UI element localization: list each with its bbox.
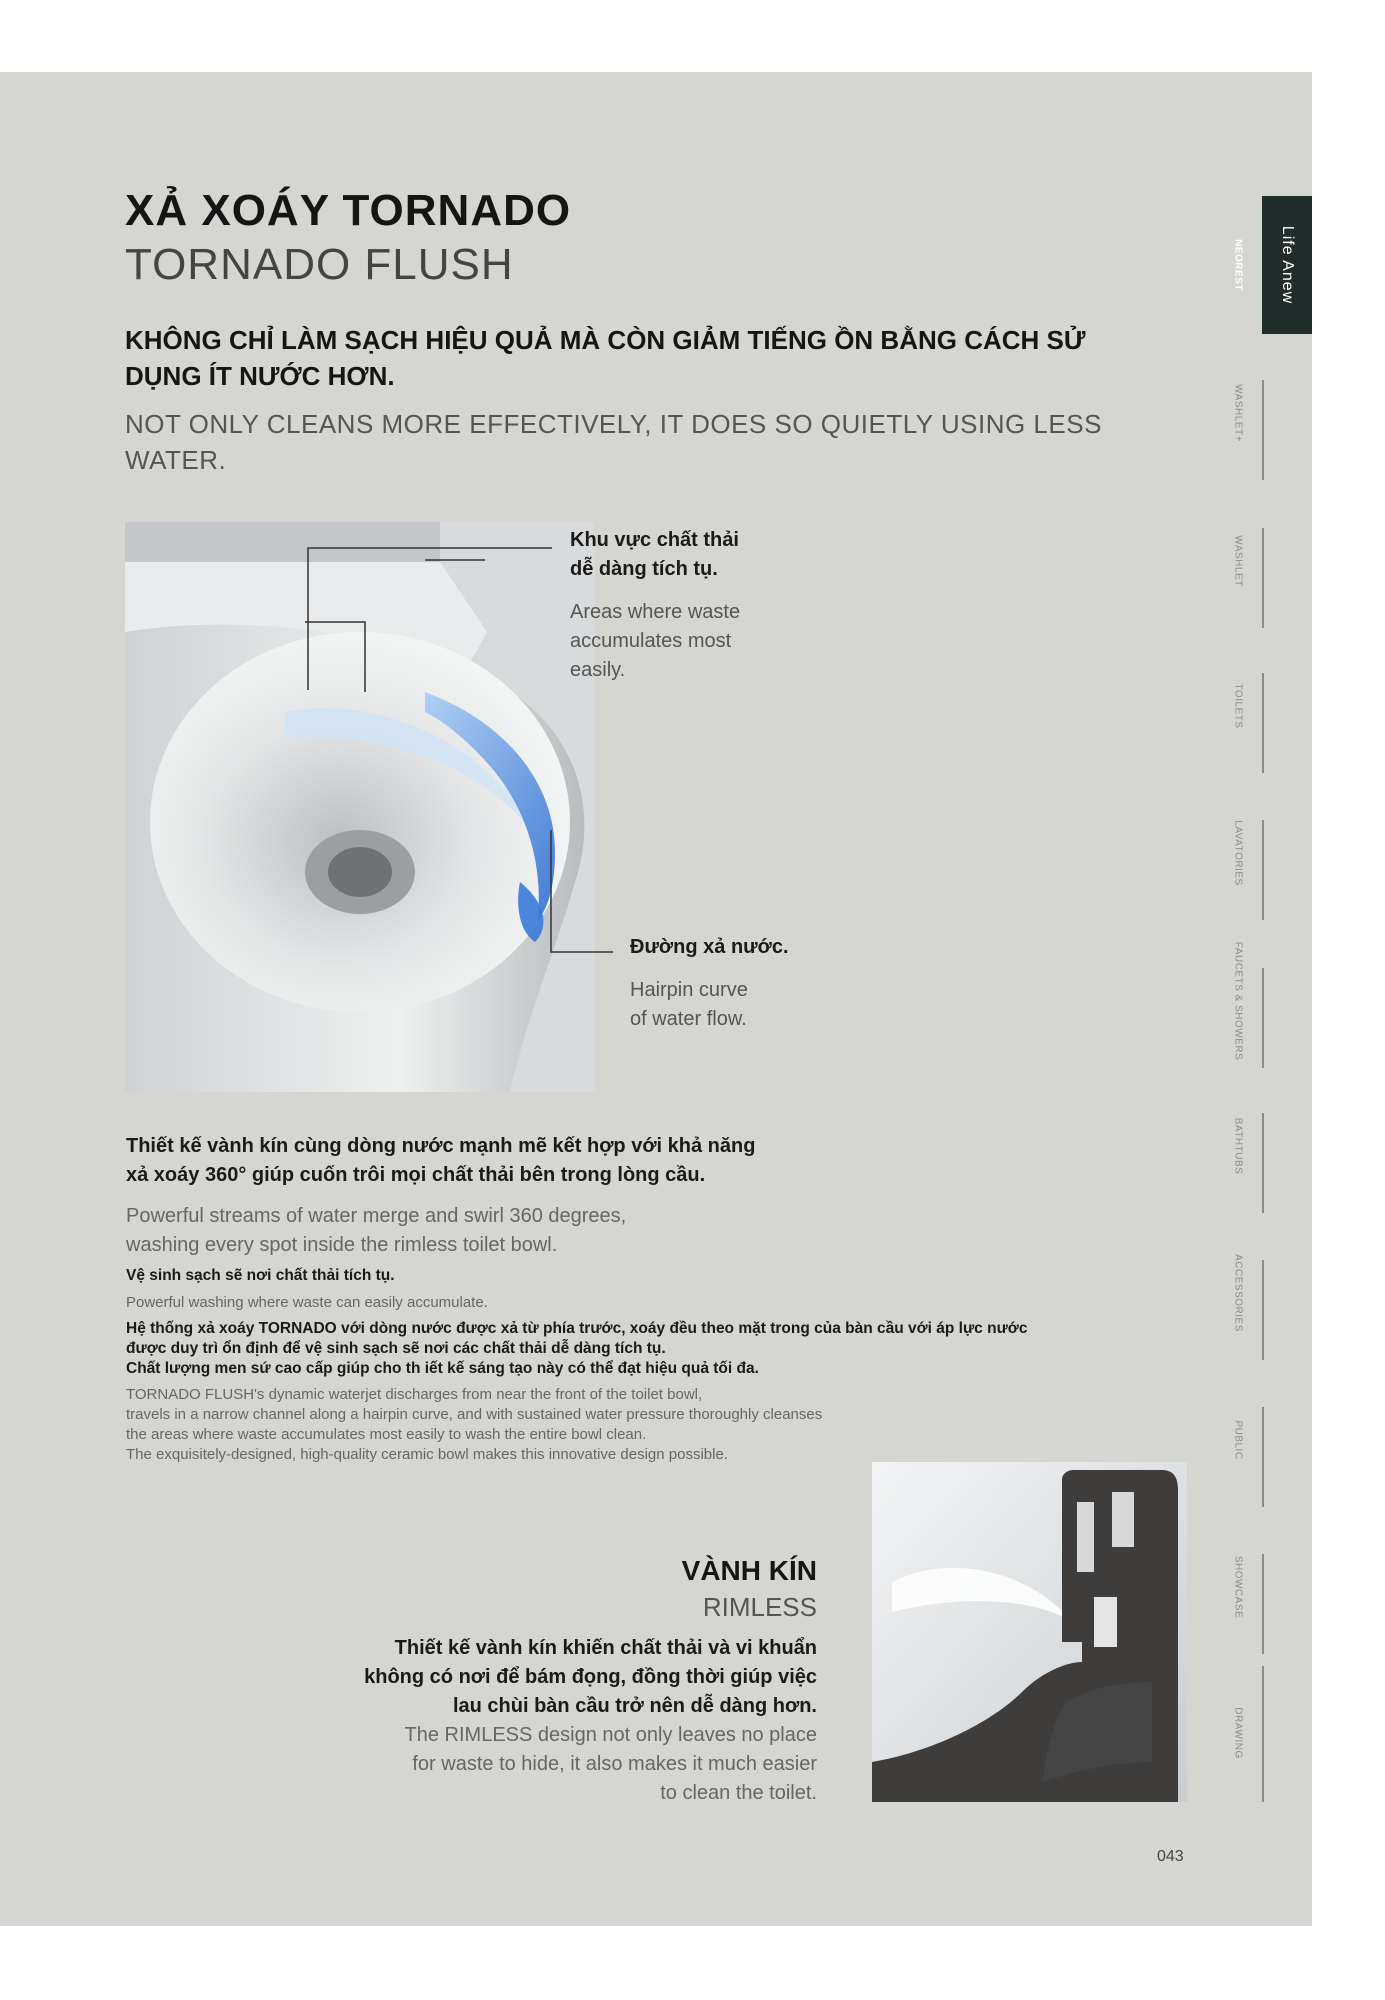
design-vn-line-2: xả xoáy 360° giúp cuốn trôi mọi chất thải bên trong lòng cầu. bbox=[126, 1164, 706, 1186]
callout-flow-en-2: of water flow. bbox=[630, 1008, 747, 1030]
sidebar-divider bbox=[1262, 673, 1264, 773]
sidebar-divider bbox=[1262, 380, 1264, 480]
system-en-line-1: TORNADO FLUSH's dynamic waterjet discharges from near the front of the toilet bowl, bbox=[126, 1386, 703, 1403]
rimless-vn-line-3: lau chùi bàn cầu trở nên dễ dàng hơn. bbox=[452, 1695, 817, 1717]
sidebar-item-label: ACCESSORIES bbox=[1232, 1254, 1244, 1332]
callout-waste-en-2: accumulates most bbox=[570, 630, 732, 652]
rimless-en-line-2: for waste to hide, it also makes it much easier bbox=[412, 1753, 817, 1775]
sidebar-item-label: FAUCETS & SHOWERS bbox=[1232, 941, 1244, 1061]
sidebar-divider bbox=[1262, 1666, 1264, 1802]
page-title-en: TORNADO FLUSH bbox=[125, 240, 514, 289]
sidebar-item-label: WASHLET+ bbox=[1232, 384, 1244, 442]
rimless-en-line-3: to clean the toilet. bbox=[660, 1782, 817, 1804]
system-en-line-2: travels in a narrow channel along a hairpin curve, and with sustained water pressure thoroughly cleanses bbox=[126, 1406, 823, 1423]
callout-water-flow bbox=[630, 933, 930, 1034]
rimless-title-en: RIMLESS bbox=[702, 1592, 817, 1622]
rimless-description-vn bbox=[317, 1634, 817, 1721]
sidebar-item-label: TOILETS bbox=[1232, 683, 1244, 729]
system-vn-line-1: Hệ thống xả xoáy TORNADO với dòng nước được xả từ phía trước, xoáy đều theo mặt trong của bàn cầu với áp lực nước bbox=[126, 1320, 1028, 1337]
sidebar-item-drawing[interactable] bbox=[1220, 1664, 1260, 1802]
sidebar-divider bbox=[1262, 1260, 1264, 1360]
callout-waste-en-1: Areas where waste bbox=[570, 601, 741, 623]
sidebar-item-label: NEOREST bbox=[1232, 239, 1244, 291]
callout-waste-vn-1: Khu vực chất thải bbox=[570, 529, 739, 551]
design-en-line-2: washing every spot inside the rimless toilet bowl. bbox=[126, 1234, 558, 1256]
system-vn-line-2: được duy trì ổn định để vệ sinh sạch sẽ nơi các chất thải dễ dàng tích tụ. bbox=[126, 1340, 666, 1357]
system-en-line-4: The exquisitely-designed, high-quality ceramic bowl makes this innovative design possible. bbox=[126, 1446, 728, 1463]
sidebar-divider bbox=[1262, 820, 1264, 920]
sidebar-divider bbox=[1262, 968, 1264, 1068]
sidebar-item-washlet-plus[interactable] bbox=[1220, 344, 1260, 482]
sidebar-item-label: DRAWING bbox=[1232, 1707, 1244, 1759]
sidebar-item-faucets-showers[interactable] bbox=[1220, 932, 1260, 1070]
rimless-title-vn: VÀNH KÍN bbox=[681, 1555, 817, 1586]
rimless-en-line-1: The RIMLESS design not only leaves no place bbox=[404, 1724, 817, 1746]
system-description-vn bbox=[126, 1319, 1126, 1379]
sidebar-item-bathtubs[interactable] bbox=[1220, 1077, 1260, 1215]
callout-flow-vn: Đường xả nước. bbox=[630, 936, 789, 958]
page-title-vn: XẢ XOÁY TORNADO bbox=[125, 186, 572, 235]
rimless-vn-line-1: Thiết kế vành kín khiến chất thải và vi khuẩn bbox=[394, 1637, 817, 1659]
side-tab-life-anew[interactable] bbox=[1262, 196, 1312, 334]
sidebar-item-neorest[interactable] bbox=[1220, 196, 1260, 334]
sidebar-item-label: SHOWCASE bbox=[1232, 1555, 1244, 1619]
rimless-description-en bbox=[317, 1721, 817, 1808]
sidebar-item-label: LAVATORIES bbox=[1232, 820, 1244, 886]
sidebar-divider bbox=[1262, 1554, 1264, 1654]
callout-flow-en-1: Hairpin curve bbox=[630, 979, 748, 1001]
subtitle-en: NOT ONLY CLEANS MORE EFFECTIVELY, IT DOES SO QUIETLY USING LESS WATER. bbox=[125, 409, 1102, 475]
design-description-en bbox=[126, 1202, 886, 1260]
sidebar-item-lavatories[interactable] bbox=[1220, 784, 1260, 922]
sidebar-item-accessories[interactable] bbox=[1220, 1224, 1260, 1362]
sidebar-item-showcase[interactable] bbox=[1220, 1518, 1260, 1656]
system-description-en bbox=[126, 1385, 1126, 1465]
page-number: 043 bbox=[1157, 1848, 1184, 1865]
wash-heading-vn: Vệ sinh sạch sẽ nơi chất thải tích tụ. bbox=[126, 1267, 395, 1284]
design-en-line-1: Powerful streams of water merge and swirl 360 degrees, bbox=[126, 1205, 627, 1227]
callout-waste-en-3: easily. bbox=[570, 659, 626, 681]
callout-waste-area bbox=[570, 526, 870, 685]
sidebar-item-toilets[interactable] bbox=[1220, 637, 1260, 775]
callout-waste-vn-2: dễ dàng tích tụ. bbox=[570, 558, 718, 580]
sidebar-divider bbox=[1262, 528, 1264, 628]
sidebar-item-label: PUBLIC bbox=[1232, 1420, 1244, 1460]
subtitle-vn: KHÔNG CHỈ LÀM SẠCH HIỆU QUẢ MÀ CÒN GIẢM TIẾNG ỒN BẰNG CÁCH SỬ DỤNG ÍT NƯỚC HƠN. bbox=[125, 325, 1086, 391]
rimless-vn-line-2: không có nơi để bám đọng, đồng thời giúp việc bbox=[364, 1666, 817, 1688]
side-tab-label: Life Anew bbox=[1279, 225, 1296, 305]
sidebar-divider bbox=[1262, 1113, 1264, 1213]
sidebar-item-label: WASHLET bbox=[1232, 535, 1244, 587]
sidebar-item-public[interactable] bbox=[1220, 1371, 1260, 1509]
wash-heading-en: Powerful washing where waste can easily accumulate. bbox=[126, 1294, 488, 1311]
system-vn-line-3: Chất lượng men sứ cao cấp giúp cho th iết kế sáng tạo này có thể đạt hiệu quả tối đa. bbox=[126, 1360, 759, 1377]
sidebar-divider bbox=[1262, 1407, 1264, 1507]
design-vn-line-1: Thiết kế vành kín cùng dòng nước mạnh mẽ kết hợp với khả năng bbox=[126, 1135, 756, 1157]
system-en-line-3: the areas where waste accumulates most easily to wash the entire bowl clean. bbox=[126, 1426, 647, 1443]
design-description-vn bbox=[126, 1132, 886, 1190]
sidebar-item-label: BATHTUBS bbox=[1232, 1117, 1244, 1175]
rimless-cross-section-image bbox=[872, 1462, 1187, 1802]
sidebar-item-washlet[interactable] bbox=[1220, 492, 1260, 630]
